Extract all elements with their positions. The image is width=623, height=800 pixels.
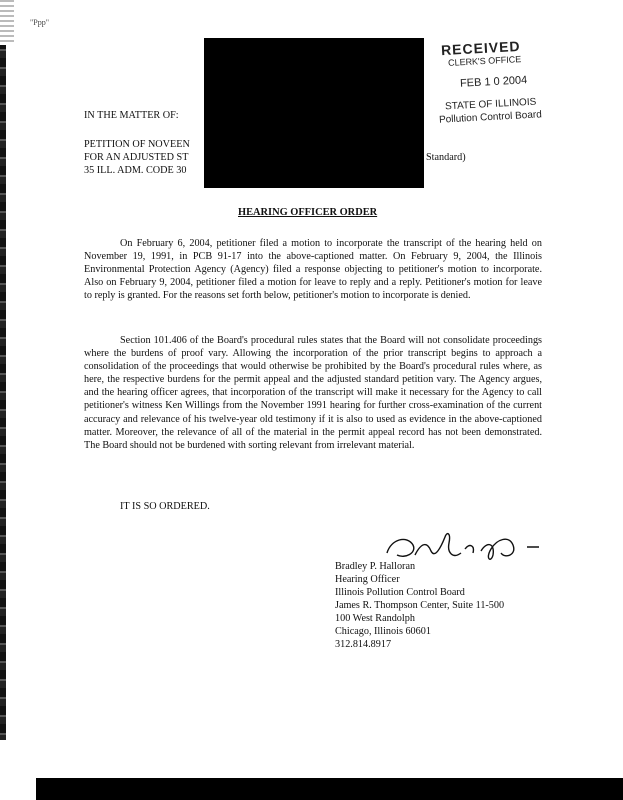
caption-line-2-tail: Standard)	[426, 152, 466, 163]
closing-line: IT IS SO ORDERED.	[120, 501, 210, 512]
stamp-board: Pollution Control Board	[438, 109, 543, 126]
stamp-state: STATE OF ILLINOIS	[444, 96, 537, 113]
caption-line-3: 35 ILL. ADM. CODE 30	[84, 165, 187, 176]
caption-matter: IN THE MATTER OF:	[84, 110, 179, 121]
signer-address-2: 100 West Randolph	[335, 613, 415, 624]
paragraph-2	[84, 334, 542, 452]
paragraph-1-text: On February 6, 2004, petitioner filed a motion to incorporate the transcript of the hearing held on November 19, 1991, in PCB 91-17 into the above-captioned matter. On February 9, 2004, the Illinois Environmental Protection Agency (Agency) filed a response objecting to petitioner's motion to incorporate. Also on February 9, 2004, petitioner filed a motion for leave to reply and a reply. Petitioner's motion for leave to reply is granted. For the reasons set forth below, petitioner's motion to incorporate is denied.	[84, 238, 542, 302]
signer-name: Bradley P. Halloran	[335, 561, 416, 572]
bottom-scan-border	[36, 778, 623, 800]
redaction-block	[204, 38, 424, 188]
stamp-received: RECEIVED	[440, 37, 521, 59]
stamp-office: CLERK'S OFFICE	[447, 54, 522, 68]
paragraph-2-text: Section 101.406 of the Board's procedural rules states that the Board will not consolidate proceedings where the burdens of proof vary. Allowing the incorporation of the prior transcript begins to approach a consolidation of the proceedings that would otherwise be prohibited by the Board's procedural rules where, as here, the respective burdens for the permit appeal and the adjusted standard petition vary. The Agency argues, and the hearing officer agrees, that incorporation of the transcript will make it necessary for the Agency to call petitioner's witness Ken Willings from the November 1991 hearing for further cross-examination of the current accuracy and relevance of his twelve-year old testimony if it is also to used as evidence in the above-captioned matter. Moreover, the relevance of all of the material in the permit appeal record has not been demonstrated. The Board should not be burdened with sorting relevant from irrelevant material.	[84, 335, 542, 451]
caption-line-1: PETITION OF NOVEEN	[84, 139, 190, 150]
signer-org: Illinois Pollution Control Board	[335, 587, 465, 598]
order-title: HEARING OFFICER ORDER	[238, 207, 378, 218]
left-scan-noise	[0, 0, 14, 45]
signer-title: Hearing Officer	[335, 574, 400, 585]
signer-phone: 312.814.8917	[335, 639, 392, 650]
left-scan-border	[0, 40, 6, 740]
stamp-date: FEB 1 0 2004	[459, 74, 528, 90]
scan-mark: "Ppp"	[30, 18, 49, 27]
paragraph-1	[84, 237, 542, 302]
signer-city: Chicago, Illinois 60601	[335, 626, 431, 637]
caption-line-2: FOR AN ADJUSTED ST	[84, 152, 189, 163]
signer-address-1: James R. Thompson Center, Suite 11-500	[335, 600, 505, 611]
